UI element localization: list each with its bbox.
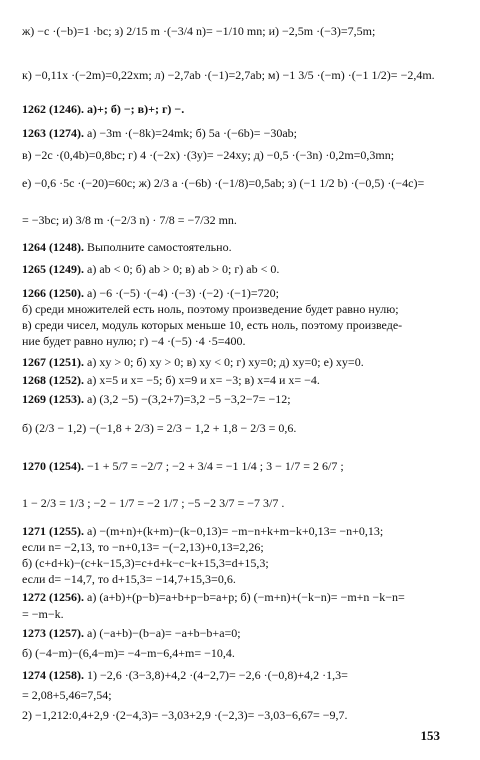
problem-1268: 1268 (1252). а) x=5 и x= −5; б) x=9 и x= −3; в) x=4 и x= −4. [22, 373, 320, 387]
text-line: б) среди множителей есть ноль, поэтому произведение будет равно нулю; [22, 302, 399, 316]
text-line: 1 − 2/3 = 1/3 ; −2 − 1/7 = −2 1/7 ; −5 −2 3/7 = −7 3/7 . [22, 496, 285, 510]
text-line: к) −0,11x ·(−2m)=0,22xm; л) −2,7ab ·(−1)=2,7ab; м) −1 3/5 ·(−m) ·(−1 1/2)= −2,4m. [22, 68, 435, 82]
problem-1263: 1263 (1274). а) −3m ·(−8k)=24mk; б) 5a ·(−6b)= −30ab; [22, 126, 297, 140]
text-line: = −3bc; и) 3/8 m ·(−2/3 n) · 7/8 = −7/32 mn. [22, 213, 237, 227]
problem-number: 1271 (1255). [22, 524, 84, 538]
text-line: б) (c+d+k)−(c+k−15,3)=c+d+k−c−k+15,3=d+15,3; [22, 556, 269, 570]
problem-number: 1262 (1246). [22, 102, 84, 116]
text-line: = −m−k. [22, 607, 64, 621]
text-line: если d= −14,7, то d+15,3= −14,7+15,3=0,6. [22, 572, 236, 586]
problem-1274: 1274 (1258). 1) −2,6 ·(3−3,8)+4,2 ·(4−2,7)= −2,6 ·(−0,8)+4,2 ·1,3= [22, 668, 348, 682]
problem-1272: 1272 (1256). а) (a+b)+(p−b)=a+b+p−b=a+p; б) (−m+n)+(−k−n)= −m+n −k−n= [22, 590, 405, 604]
problem-1270: 1270 (1254). −1 + 5/7 = −2/7 ; −2 + 3/4 = −1 1/4 ; 3 − 1/7 = 2 6/7 ; [22, 459, 344, 473]
problem-1262: 1262 (1246). а)+; б) −; в)+; г) −. [22, 102, 185, 116]
problem-1271: 1271 (1255). а) −(m+n)+(k+m)−(k−0,13)= −m−n+k+m−k+0,13= −n+0,13; [22, 524, 384, 538]
text-line: = 2,08+5,46=7,54; [22, 688, 112, 702]
problem-number: 1266 (1250). [22, 286, 84, 300]
problem-1269: 1269 (1253). а) (3,2 −5) −(3,2+7)=3,2 −5 −3,2−7= −12; [22, 392, 291, 406]
problem-number: 1272 (1256). [22, 590, 84, 604]
problem-number: 1268 (1252). [22, 373, 84, 387]
text-line: ж) −c ·(−b)=1 ·bc; з) 2/15 m ·(−3/4 n)= −1/10 mn; и) −2,5m ·(−3)=7,5m; [22, 24, 376, 38]
problem-1267: 1267 (1251). а) xy > 0; б) xy > 0; в) xy < 0; г) xy=0; д) xy=0; е) xy=0. [22, 355, 364, 369]
problem-1266: 1266 (1250). а) −6 ·(−5) ·(−4) ·(−3) ·(−2) ·(−1)=720; [22, 286, 279, 300]
text-line: если n= −2,13, то −n+0,13= −(−2,13)+0,13=2,26; [22, 540, 264, 554]
text-line: в) среди чисел, модуль которых меньше 10, есть ноль, поэтому произведе- [22, 318, 403, 332]
text-line: ние будет равно нулю; г) −4 ·(−5) ·4 ·5=400. [22, 334, 246, 348]
text-line: б) (2/3 − 1,2) −(−1,8 + 2/3) = 2/3 − 1,2 + 1,8 − 2/3 = 0,6. [22, 421, 297, 435]
text-line: б) (−4−m)−(6,4−m)= −4−m−6,4+m= −10,4. [22, 646, 235, 660]
text-line: е) −0,6 ·5c ·(−20)=60c; ж) 2/3 a ·(−6b) ·(−1/8)=0,5ab; з) (−1 1/2 b) ·(−0,5) ·(−4c)= [22, 176, 425, 190]
text-line: в) −2c ·(0,4b)=0,8bc; г) 4 ·(−2x) ·(3y)= −24xy; д) −0,5 ·(−3n) ·0,2m=0,3mn; [22, 148, 395, 162]
problem-1265: 1265 (1249). а) ab < 0; б) ab > 0; в) ab > 0; г) ab < 0. [22, 262, 280, 276]
problem-number: 1269 (1253). [22, 392, 84, 406]
text-line: 2) −1,212:0,4+2,9 ·(2−4,3)= −3,03+2,9 ·(−2,3)= −3,03−6,67= −9,7. [22, 708, 348, 722]
problem-number: 1273 (1257). [22, 626, 84, 640]
problem-number: 1265 (1249). [22, 262, 84, 276]
problem-number: 1274 (1258). [22, 668, 84, 682]
problem-number: 1263 (1274). [22, 126, 84, 140]
problem-number: 1264 (1248). [22, 240, 84, 254]
problem-number: 1267 (1251). [22, 355, 84, 369]
page-number: 153 [420, 728, 440, 743]
problem-1264: 1264 (1248). Выполните самостоятельно. [22, 240, 232, 254]
problem-number: 1270 (1254). [22, 459, 84, 473]
problem-1273: 1273 (1257). а) (−a+b)−(b−a)= −a+b−b+a=0; [22, 626, 241, 640]
